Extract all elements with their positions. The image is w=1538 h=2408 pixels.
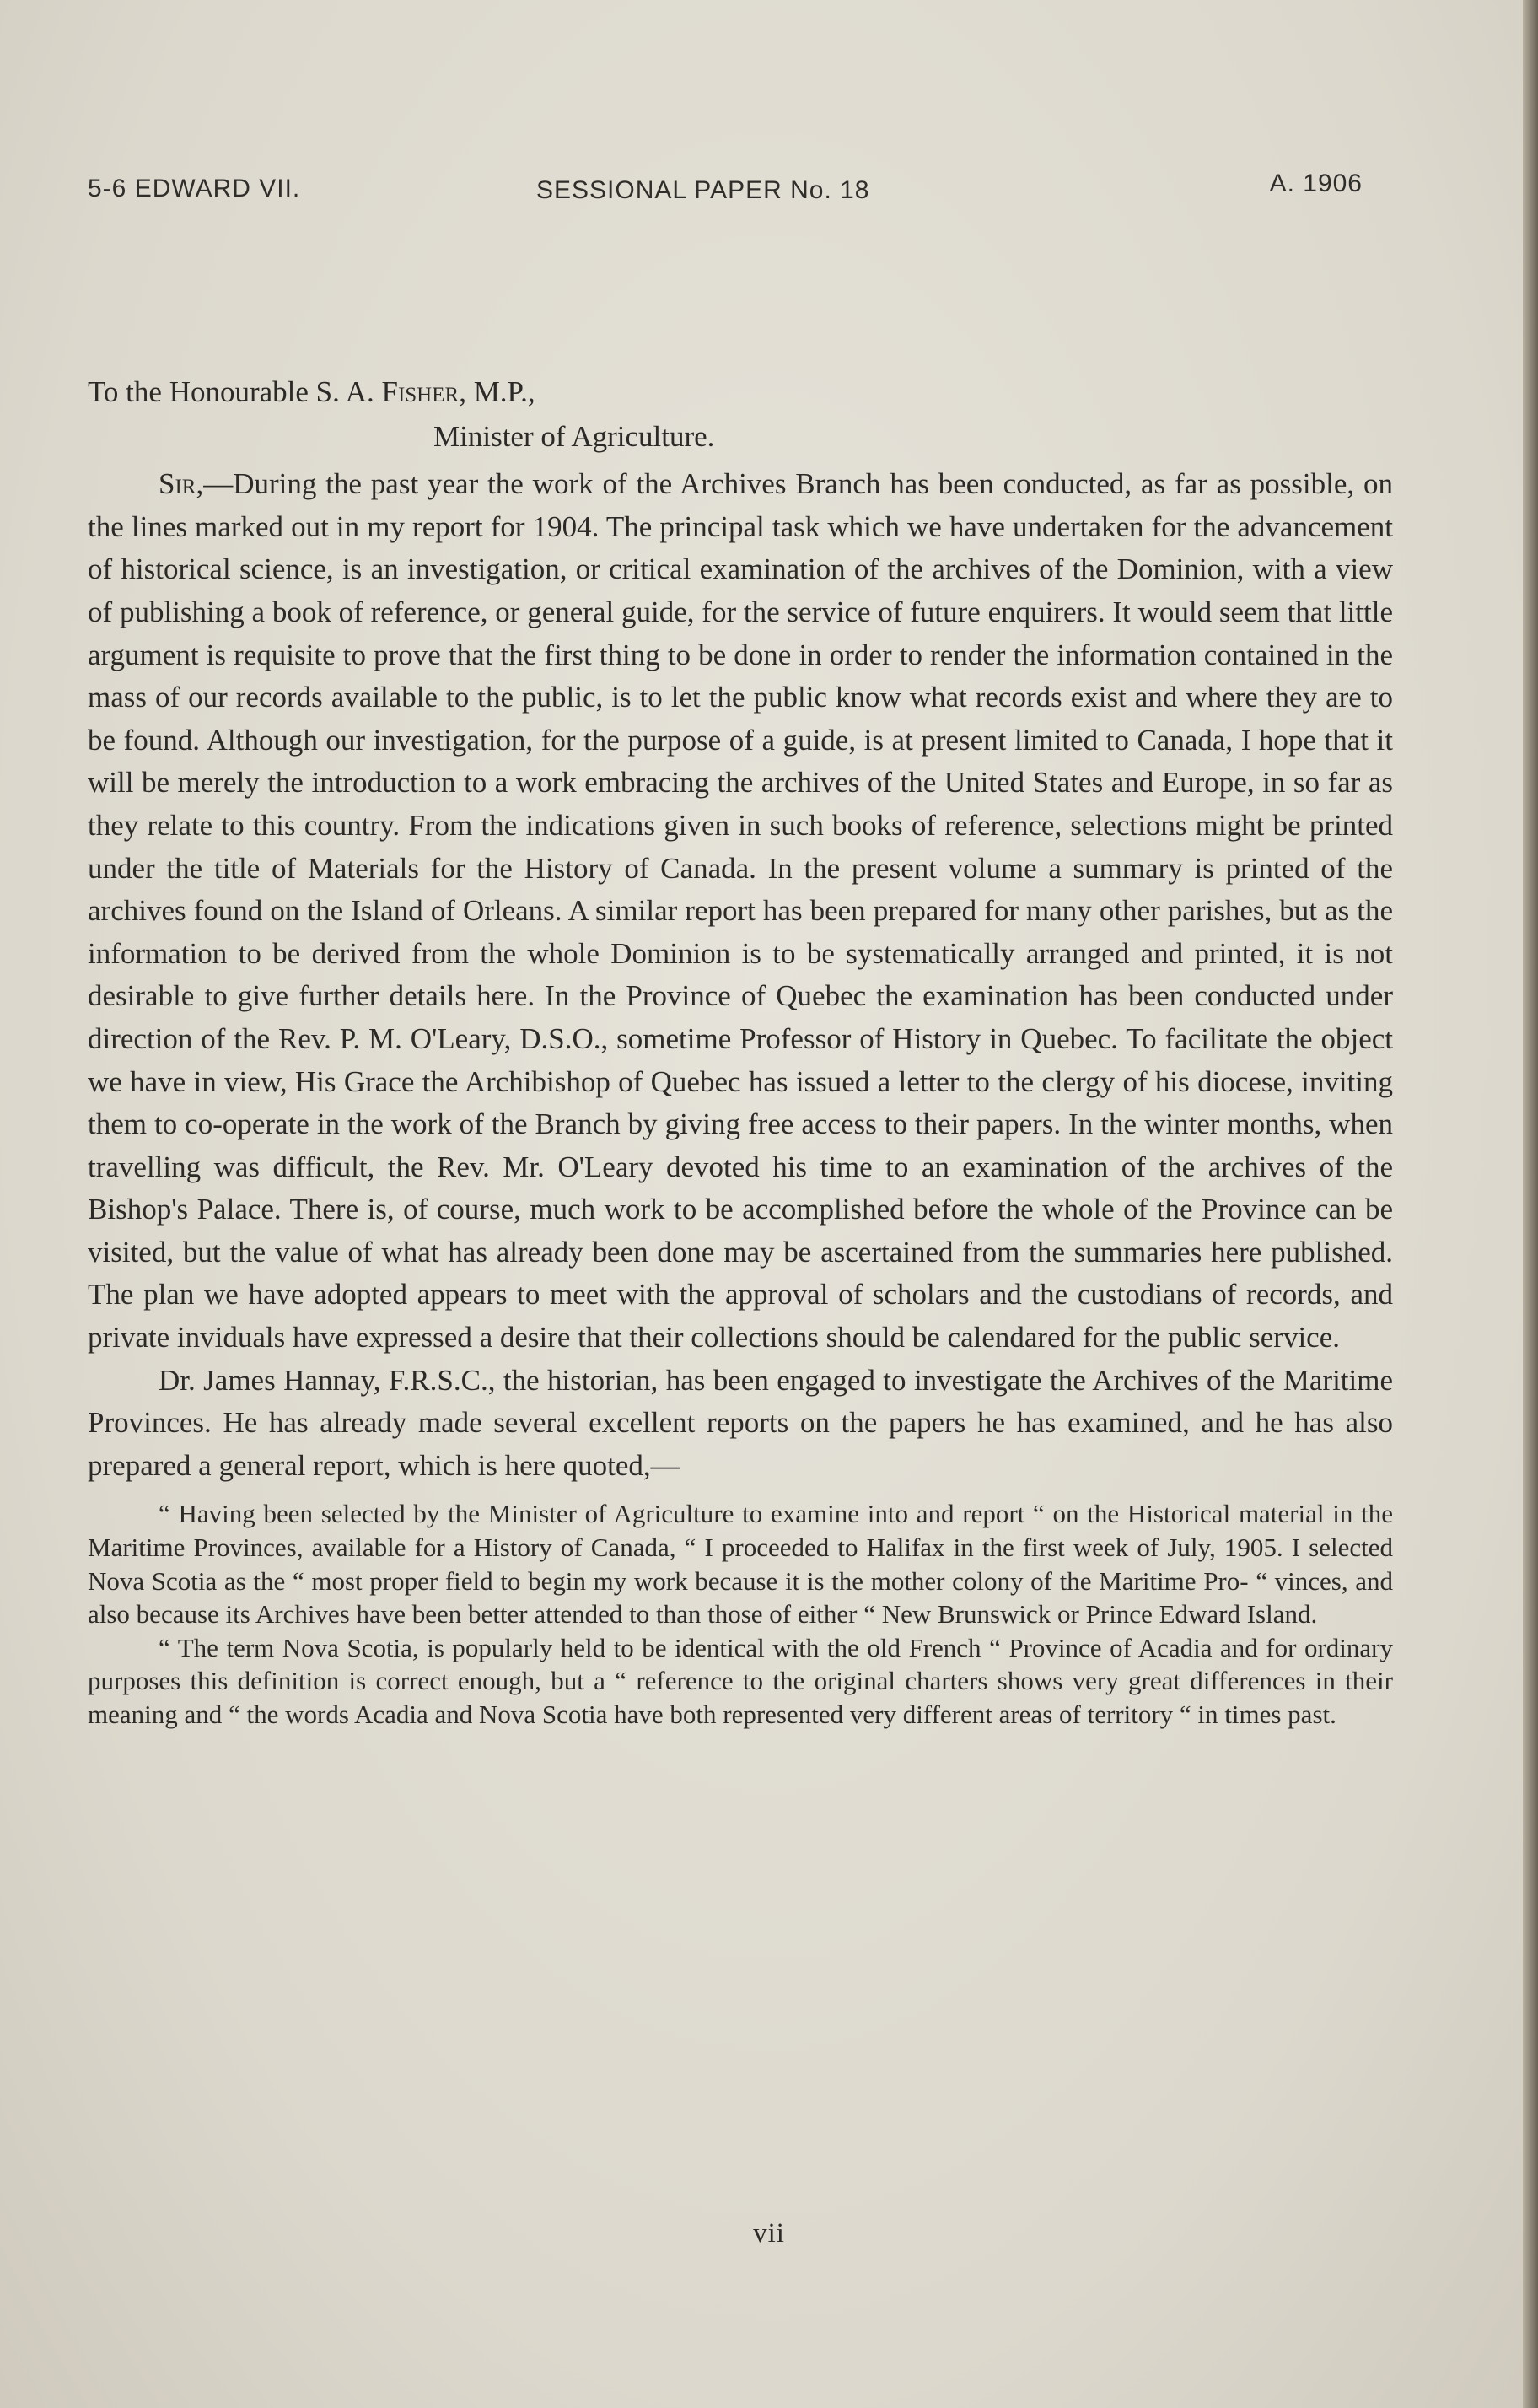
paragraph-1-lead: Sir <box>159 467 196 501</box>
salutation-prefix: To the Honourable S. A. <box>88 375 382 408</box>
salutation-name: Fisher <box>381 375 460 408</box>
addressee-title: Minister of Agriculture. <box>433 419 715 453</box>
header-regnal-year: 5-6 EDWARD VII. <box>88 175 301 202</box>
quotation-2: “ The term Nova Scotia, is popularly held to be identical with the old French “ Province of Acadia and for ordinary purposes this definition is correct enough, but a “ reference to the original charters shows very great differences in their meaning and “ the words Acadia and Nova Scotia have both represented very different areas of territory “ in times past. <box>88 1632 1393 1729</box>
running-head <box>88 170 1363 212</box>
header-sessional-paper: SESSIONAL PAPER No. 18 <box>536 176 870 204</box>
paragraph-1-text: ,—During the past year the work of the Archives Branch has been conducted, as far as possible, on the lines marked out in my report for 1904. The principal task which we have undertaken for the advancement of historical science, is an investigation, or critical examination of the archives of the Dominion, with a view of publishing a book of reference, or general guide, for the service of future enquirers. It would seem that little argument is requisite to prove that the first thing to be done in order to render the information contained in the mass of our records available to the public, is to let the public know what records exist and where they are to be found. Although our investigation, for the purpose of a guide, is at present limited to Canada, I hope that it will be merely the introduction to a work embracing the archives of the United States and Europe, in so far as they relate to this country. From the indications given in such books of reference, selections might be printed under the title of Materials for the History of Canada. In the present volume a summary is printed of the archives found on the Island of Orleans. A similar report has been prepared for many other parishes, but as the information to be derived from the whole Dominion is to be systematically arranged and printed, it is not desirable to give further details here. In the Province of Quebec the examination has been conducted under direction of the Rev. P. M. O'Leary, D.S.O., sometime Professor of History in Quebec. To facilitate the object we have in view, His Grace the Archibishop of Quebec has issued a letter to the clergy of his diocese, inviting them to co-operate in the work of the Branch by giving free access to their papers. In the winter months, when travelling was difficult, the Rev. Mr. O'Leary devoted his time to an examination of the archives of the Bishop's Palace. There is, of course, much work to be accomplished before the whole of the Province can be visited, but the value of what has already been done may be ascertained from the summaries here published. The plan we have adopted appears to meet with the approval of scholars and the custodians of records, and private inviduals have expressed a desire that their collections should be calendared for the public service. <box>88 467 1393 1355</box>
salutation <box>88 371 1393 414</box>
quotation-1: “ Having been selected by the Minister of Agriculture to examine into and report “ on the Historical material in the Maritime Provinces, available for a History of Canada, “ I proceeded to Halifax in the first week of July, 1905. I selected Nova Scotia as the “ most proper field to begin my work because it is the mother colony of the Maritime Pro- “ vinces, and also because its Archives have been better attended to than those of either “ New Brunswick or Prince Edward Island. <box>88 1499 1393 1630</box>
page-number: vii <box>753 2218 785 2249</box>
letter-body <box>88 371 1393 1732</box>
header-year: A. 1906 <box>1269 170 1363 197</box>
paragraph-2: Dr. James Hannay, F.R.S.C., the historian, has been engaged to investigate the Archives of the Maritime Provinces. He has already made several excellent reports on the papers he has examined, and he has also prepared a general report, which is here quoted,— <box>88 1363 1393 1482</box>
paragraph-1 <box>88 463 1393 1359</box>
salutation-suffix: , M.P., <box>459 375 535 408</box>
page-edge-shadow <box>1523 0 1538 2408</box>
